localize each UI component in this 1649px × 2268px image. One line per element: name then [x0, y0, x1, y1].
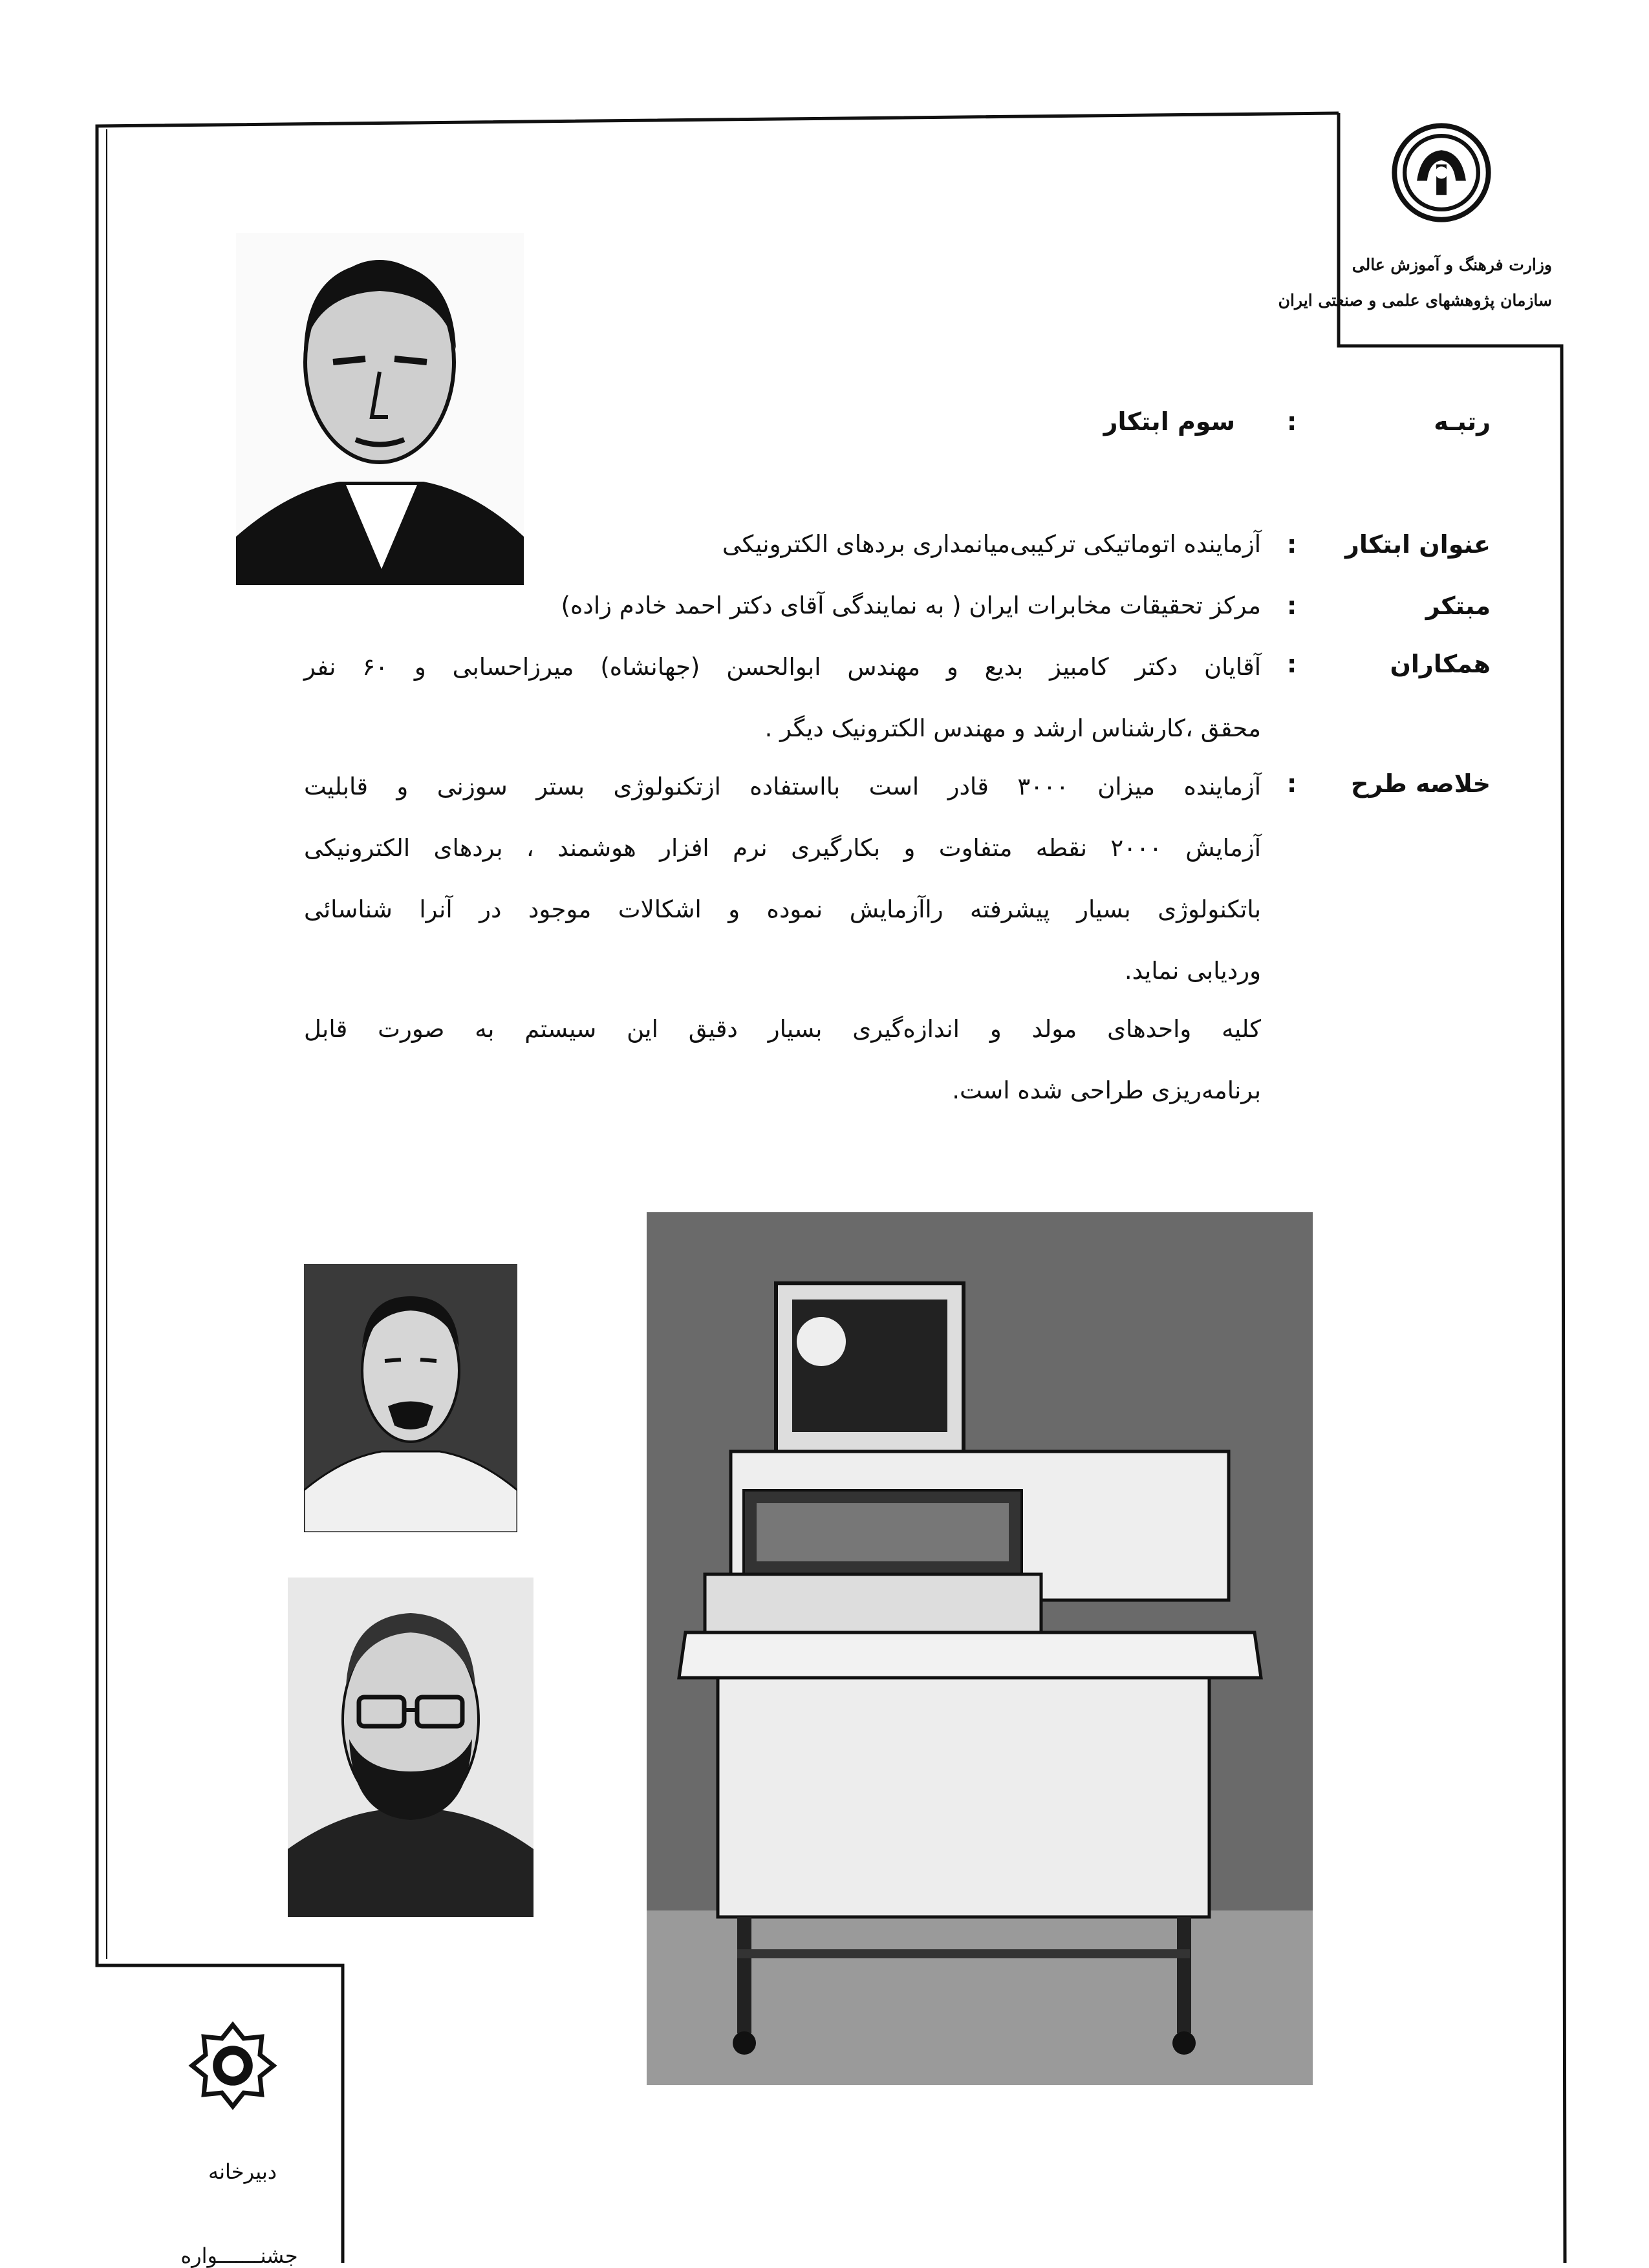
collaborators-label: همکاران — [1390, 650, 1491, 678]
rank-colon: : — [1287, 407, 1297, 436]
inventor-portrait-photo — [236, 233, 524, 585]
rank-value: سوم ابتکار — [1103, 407, 1235, 436]
inventor-value: مرکز تحقیقات مخابرات ایران ( به نمایندگی آقای دکتر احمد خادم زاده) — [561, 592, 1261, 619]
summary-line-1: آزماینده میزان ۳۰۰۰ قادر است بااستفاده ازتکنولوژی بستر سوزنی و قابلیت — [304, 773, 1261, 800]
collaborator-photo-2 — [288, 1578, 534, 1917]
collaborators-colon: : — [1287, 650, 1297, 678]
festival-logo-icon — [188, 2020, 278, 2111]
collaborator-photo-1 — [304, 1264, 517, 1532]
ministry-name: وزارت فرهنگ و آموزش عالی — [1352, 255, 1552, 274]
summary-label: خلاصه طرح — [1350, 769, 1491, 798]
inventor-colon: : — [1287, 592, 1297, 620]
summary-line-5: کلیه واحدهای مولد و اندازه‌گیری بسیار دقیق این سیستم به صورت قابل — [304, 1015, 1261, 1043]
tester-machine-photo — [647, 1212, 1313, 2085]
summary-line-2: آزمایش ۲۰۰۰ نقطه متفاوت و بکارگیری نرم افزار هوشمند ، بردهای الکترونیکی — [304, 834, 1261, 862]
summary-line-3: باتکنولوژی بسیار پیشرفته راآزمایش نموده و اشکالات موجود در آنرا شناسائی — [304, 895, 1261, 923]
collaborators-line-1: آقایان دکتر کامبیز بدیع و مهندس ابوالحسن (جهانشاه) میرزاحسابی و ۶۰ نفر — [304, 653, 1261, 681]
invention-title-colon: : — [1287, 530, 1297, 559]
rank-label: رتبـه — [1434, 407, 1491, 436]
summary-line-4: وردیابی نماید. — [1124, 957, 1261, 985]
organization-name: سازمان پژوهشهای علمی و صنعتی ایران — [1278, 291, 1552, 310]
inventor-label: مبتکر — [1425, 592, 1491, 620]
invention-title-label: عنوان ابتکار — [1344, 530, 1491, 559]
collaborators-line-2: محقق ،کارشناس ارشد و مهندس الکترونیک دیگر . — [764, 714, 1261, 742]
invention-title-value: آزماینده اتوماتیکی ترکیبی‌میانمداری بردهای الکترونیکی — [722, 530, 1261, 558]
festival-label: جشنـــــــواره — [180, 2243, 298, 2268]
summary-colon: : — [1287, 769, 1297, 798]
organization-logo-icon — [1390, 122, 1493, 224]
summary-line-6: برنامه‌ریزی طراحی شده است. — [952, 1076, 1261, 1104]
secretariat-label: دبیرخانه — [208, 2159, 277, 2184]
